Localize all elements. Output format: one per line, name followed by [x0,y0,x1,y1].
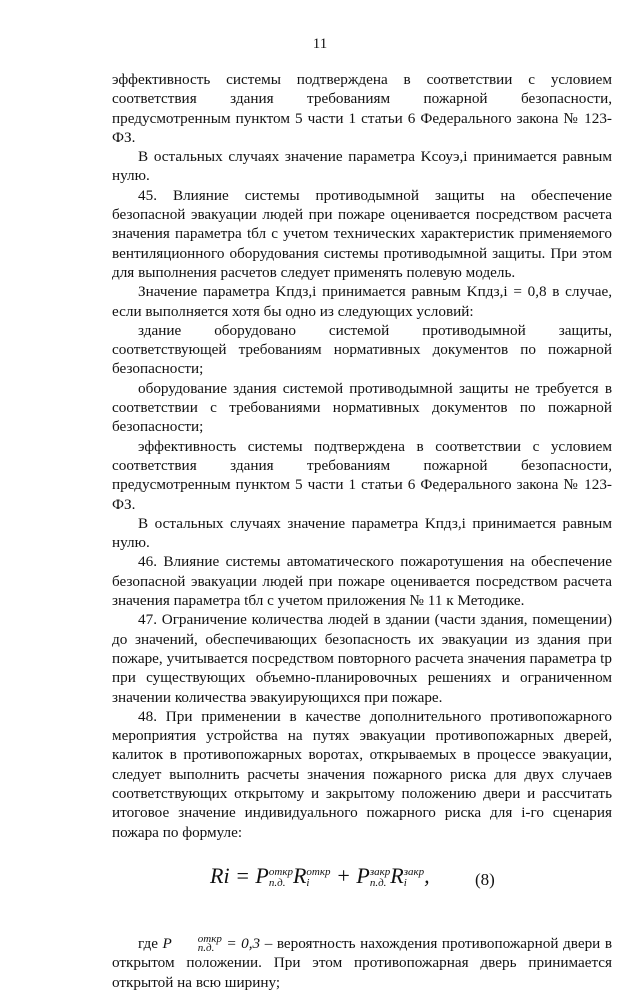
formula-number: (8) [475,869,495,889]
where-prefix: где [138,934,158,952]
where-symbol-p: P [162,934,172,952]
paragraph: 47. Ограничение количества людей в здании (части здания, помещении) до значений, обеспечивающих безопасность их эвакуации из здания при пожаре, учитывается посредством повторного расчета значения параметра tр при существующих объемно-планировочных решениях и ограниченном значении количества эвакуирующихся при пожаре. [112,611,612,706]
paragraph: здание оборудовано системой противодымной защиты, соответствующей требованиям нормативных документов по пожарной безопасности; [112,321,612,378]
formula-r-closed-sub: i [403,876,407,889]
where-symbol-sup: откр [197,933,222,946]
paragraph: В остальных случаях значение параметра Kпдз,i принимается равным нулю. [112,514,612,552]
formula-eq: = [235,862,250,888]
where-clause [112,934,612,992]
formula-plus: + [336,862,351,888]
paragraph: эффективность системы подтверждена в соответствии с условием соответствия здания требованиям пожарной безопасности, предусмотренным пунктом 5 части 1 статьи 6 Федерального закона № 123-ФЗ. [112,71,612,146]
paragraph: 48. При применении в качестве дополнительного противопожарного мероприятия устройства на путях эвакуации противопожарных дверей, калиток в противопожарных воротах, открываемых в процессе эвакуации, следует выполнить расчеты значения пожарного риска для двух случаев соответствующих открытому и закрытому положению двери и рассчитать итоговое значение индивидуального пожарного риска для i-го сценария пожара по формуле: [112,707,612,841]
document-body [112,70,612,992]
page-number: 11 [312,36,328,52]
where-text: – вероятность нахождения противопожарной двери в открытом положении. При этом противопожарная дверь принимается открытой на всю ширину; [112,934,612,991]
formula-r-open-sup: откр [306,865,331,878]
formula-p-open: P [255,862,269,888]
where-value: = 0,3 [226,934,261,952]
where-symbol-sub: п.д. [197,942,215,955]
paragraph: Значение параметра Kпдз,i принимается равным Kпдз,i = 0,8 в случае, если выполняется хотя бы одно из следующих условий: [112,283,612,320]
formula-r-closed-sup: закр [403,865,425,878]
paragraph: В остальных случаях значение параметра Kсоуэ,i принимается равным нулю. [112,148,612,185]
paragraph: 45. Влияние системы противодымной защиты на обеспечение безопасной эвакуации людей при пожаре оценивается посредством расчета значения параметра tбл с учетом технических характеристик применяемого вентиляционного оборудования системы противодымной защиты. При этом для выполнения расчетов следует применять полевую модель. [112,186,612,281]
formula-comma: , [424,862,430,888]
formula-p-closed-sup: закр [369,865,391,878]
paragraph: 46. Влияние системы автоматического пожаротушения на обеспечение безопасной эвакуации людей при пожаре оценивается посредством расчета значения параметра tбл с учетом приложения № 11 к Методике. [112,553,612,610]
formula-p-open-sup: откр [268,865,293,878]
formula-lhs: Ri [210,862,230,888]
paragraph: оборудование здания системой противодымной защиты не требуется в соответствии с требованиями нормативных документов по пожарной безопасности; [112,379,612,436]
formula-r-open: R [292,862,307,888]
formula-r-open-sub: i [306,876,310,889]
formula-block [112,858,612,916]
formula-p-open-sub: п.д. [268,876,286,889]
formula-p-closed-sub: п.д. [369,876,387,889]
paragraph: эффективность системы подтверждена в соответствии с условием соответствия здания требованиям пожарной безопасности, предусмотренным пунктом 5 части 1 статьи 6 Федерального закона № 123-ФЗ. [112,437,612,513]
formula-r-closed: R [390,862,404,888]
formula-p-closed: P [356,862,370,888]
formula [210,862,430,889]
